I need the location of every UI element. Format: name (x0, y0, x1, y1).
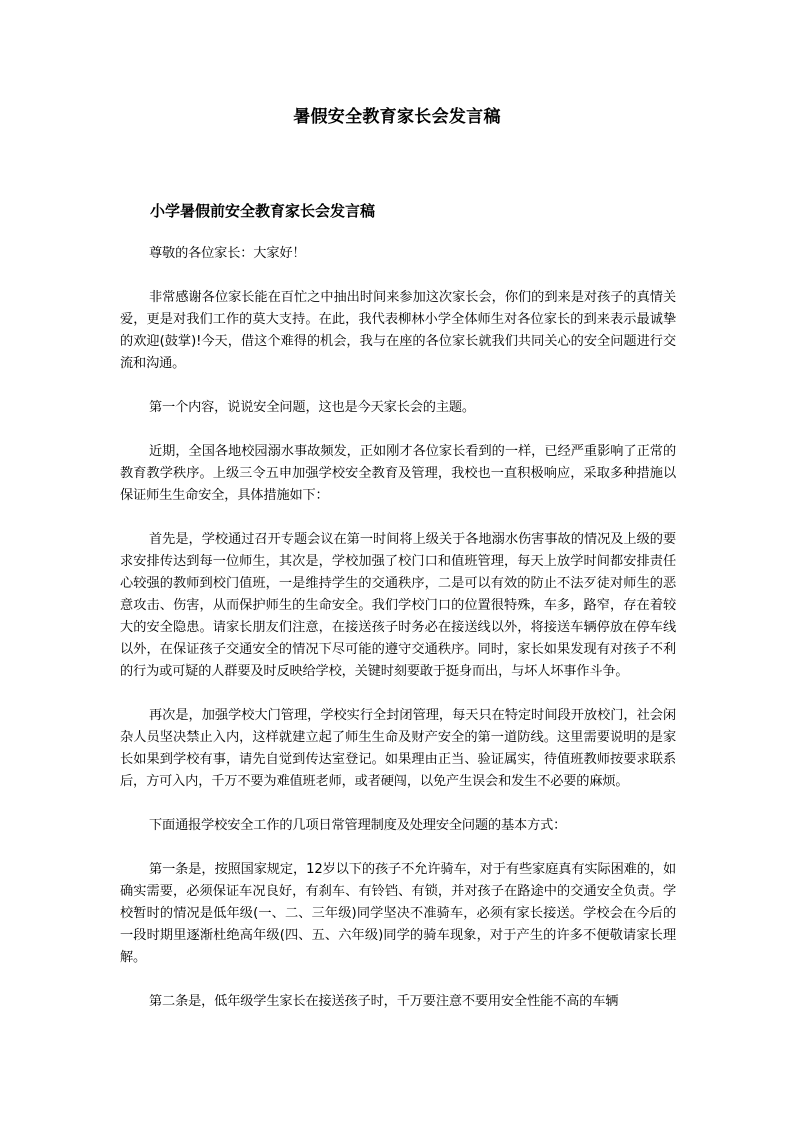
paragraph-recent-incidents: 近期，全国各地校园溺水事故频发，正如刚才各位家长看到的一样，已经严重影响了正常的教育教学秩序。上级三令五申加强学校安全教育及管理，我校也一直积极响应，采取多种措施以保证师生生命安全，具体措施如下： (120, 444, 676, 503)
paragraph-first-measure: 首先是，学校通过召开专题会议在第一时间将上级关于各地溺水伤害事故的情况及上级的要求安排传达到每一位师生，其次是，学校加强了校门口和值班管理，每天上放学时间都安排责任心较强的教师到校门值班，一是维持学生的交通秩序，二是可以有效的防止不法歹徒对师生的恶意攻击、伤害，从而保护师生的生命安全。我们学校门口的位置很特殊，车多，路窄，存在着较大的安全隐患。请家长朋友们注意，在接送孩子时务必在接送线以外，将接送车辆停放在停车线以外，在保证孩子交通安全的情况下尽可能的遵守交通秩序。同时，家长如果发现有对孩子不利的行为或可疑的人群要及时反映给学校，关键时刻要敢于挺身而出，与坏人坏事作斗争。 (120, 532, 676, 679)
paragraph-greeting: 尊敬的各位家长：大家好！ (149, 246, 306, 261)
document-title: 暑假安全教育家长会发言稿 (293, 107, 501, 127)
paragraph-rules-intro: 下面通报学校安全工作的几项日常管理制度及处理安全问题的基本方式： (149, 818, 567, 833)
document-body (120, 243, 676, 1035)
paragraph-topic: 第一个内容，说说安全问题，这也是今天家长会的主题。 (149, 400, 475, 415)
paragraph-rule-two: 第二条是，低年级学生家长在接送孩子时，千万要注意不要用安全性能不高的车辆 (149, 994, 619, 1009)
section-title: 小学暑假前安全教育家长会发言稿 (150, 202, 376, 220)
paragraph-gate-management: 再次是，加强学校大门管理，学校实行全封闭管理，每天只在特定时间段开放校门，社会闲杂人员坚决禁止入内，这样就建立起了师生生命及财产安全的第一道防线。这里需要说明的是家长如果到学校有事，请先自觉到传达室登记。如果理由正当、验证属实，待值班教师按要求联系后，方可入内，千万不要为难值班老师，或者硬闯，以免产生误会和发生不必要的麻烦。 (120, 708, 676, 789)
paragraph-rule-one: 第一条是，按照国家规定，12岁以下的孩子不允许骑车，对于有些家庭真有实际困难的，如确实需要，必须保证车况良好，有刹车、有铃铛、有锁，并对孩子在路途中的交通安全负责。学校暂时的情况是低年级(一、二、三年级)同学坚决不准骑车，必须有家长接送。学校会在今后的一段时期里逐渐杜绝高年级(四、五、六年级)同学的骑车现象，对于产生的许多不便敬请家长理解。 (120, 862, 676, 965)
paragraph-thanks: 非常感谢各位家长能在百忙之中抽出时间来参加这次家长会，你们的到来是对孩子的真情关爱，更是对我们工作的莫大支持。在此，我代表柳林小学全体师生对各位家长的到来表示最诚挚的欢迎(鼓掌)!今天，借这个难得的机会，我与在座的各位家长就我们共同关心的安全问题进行交流和沟通。 (120, 290, 676, 371)
